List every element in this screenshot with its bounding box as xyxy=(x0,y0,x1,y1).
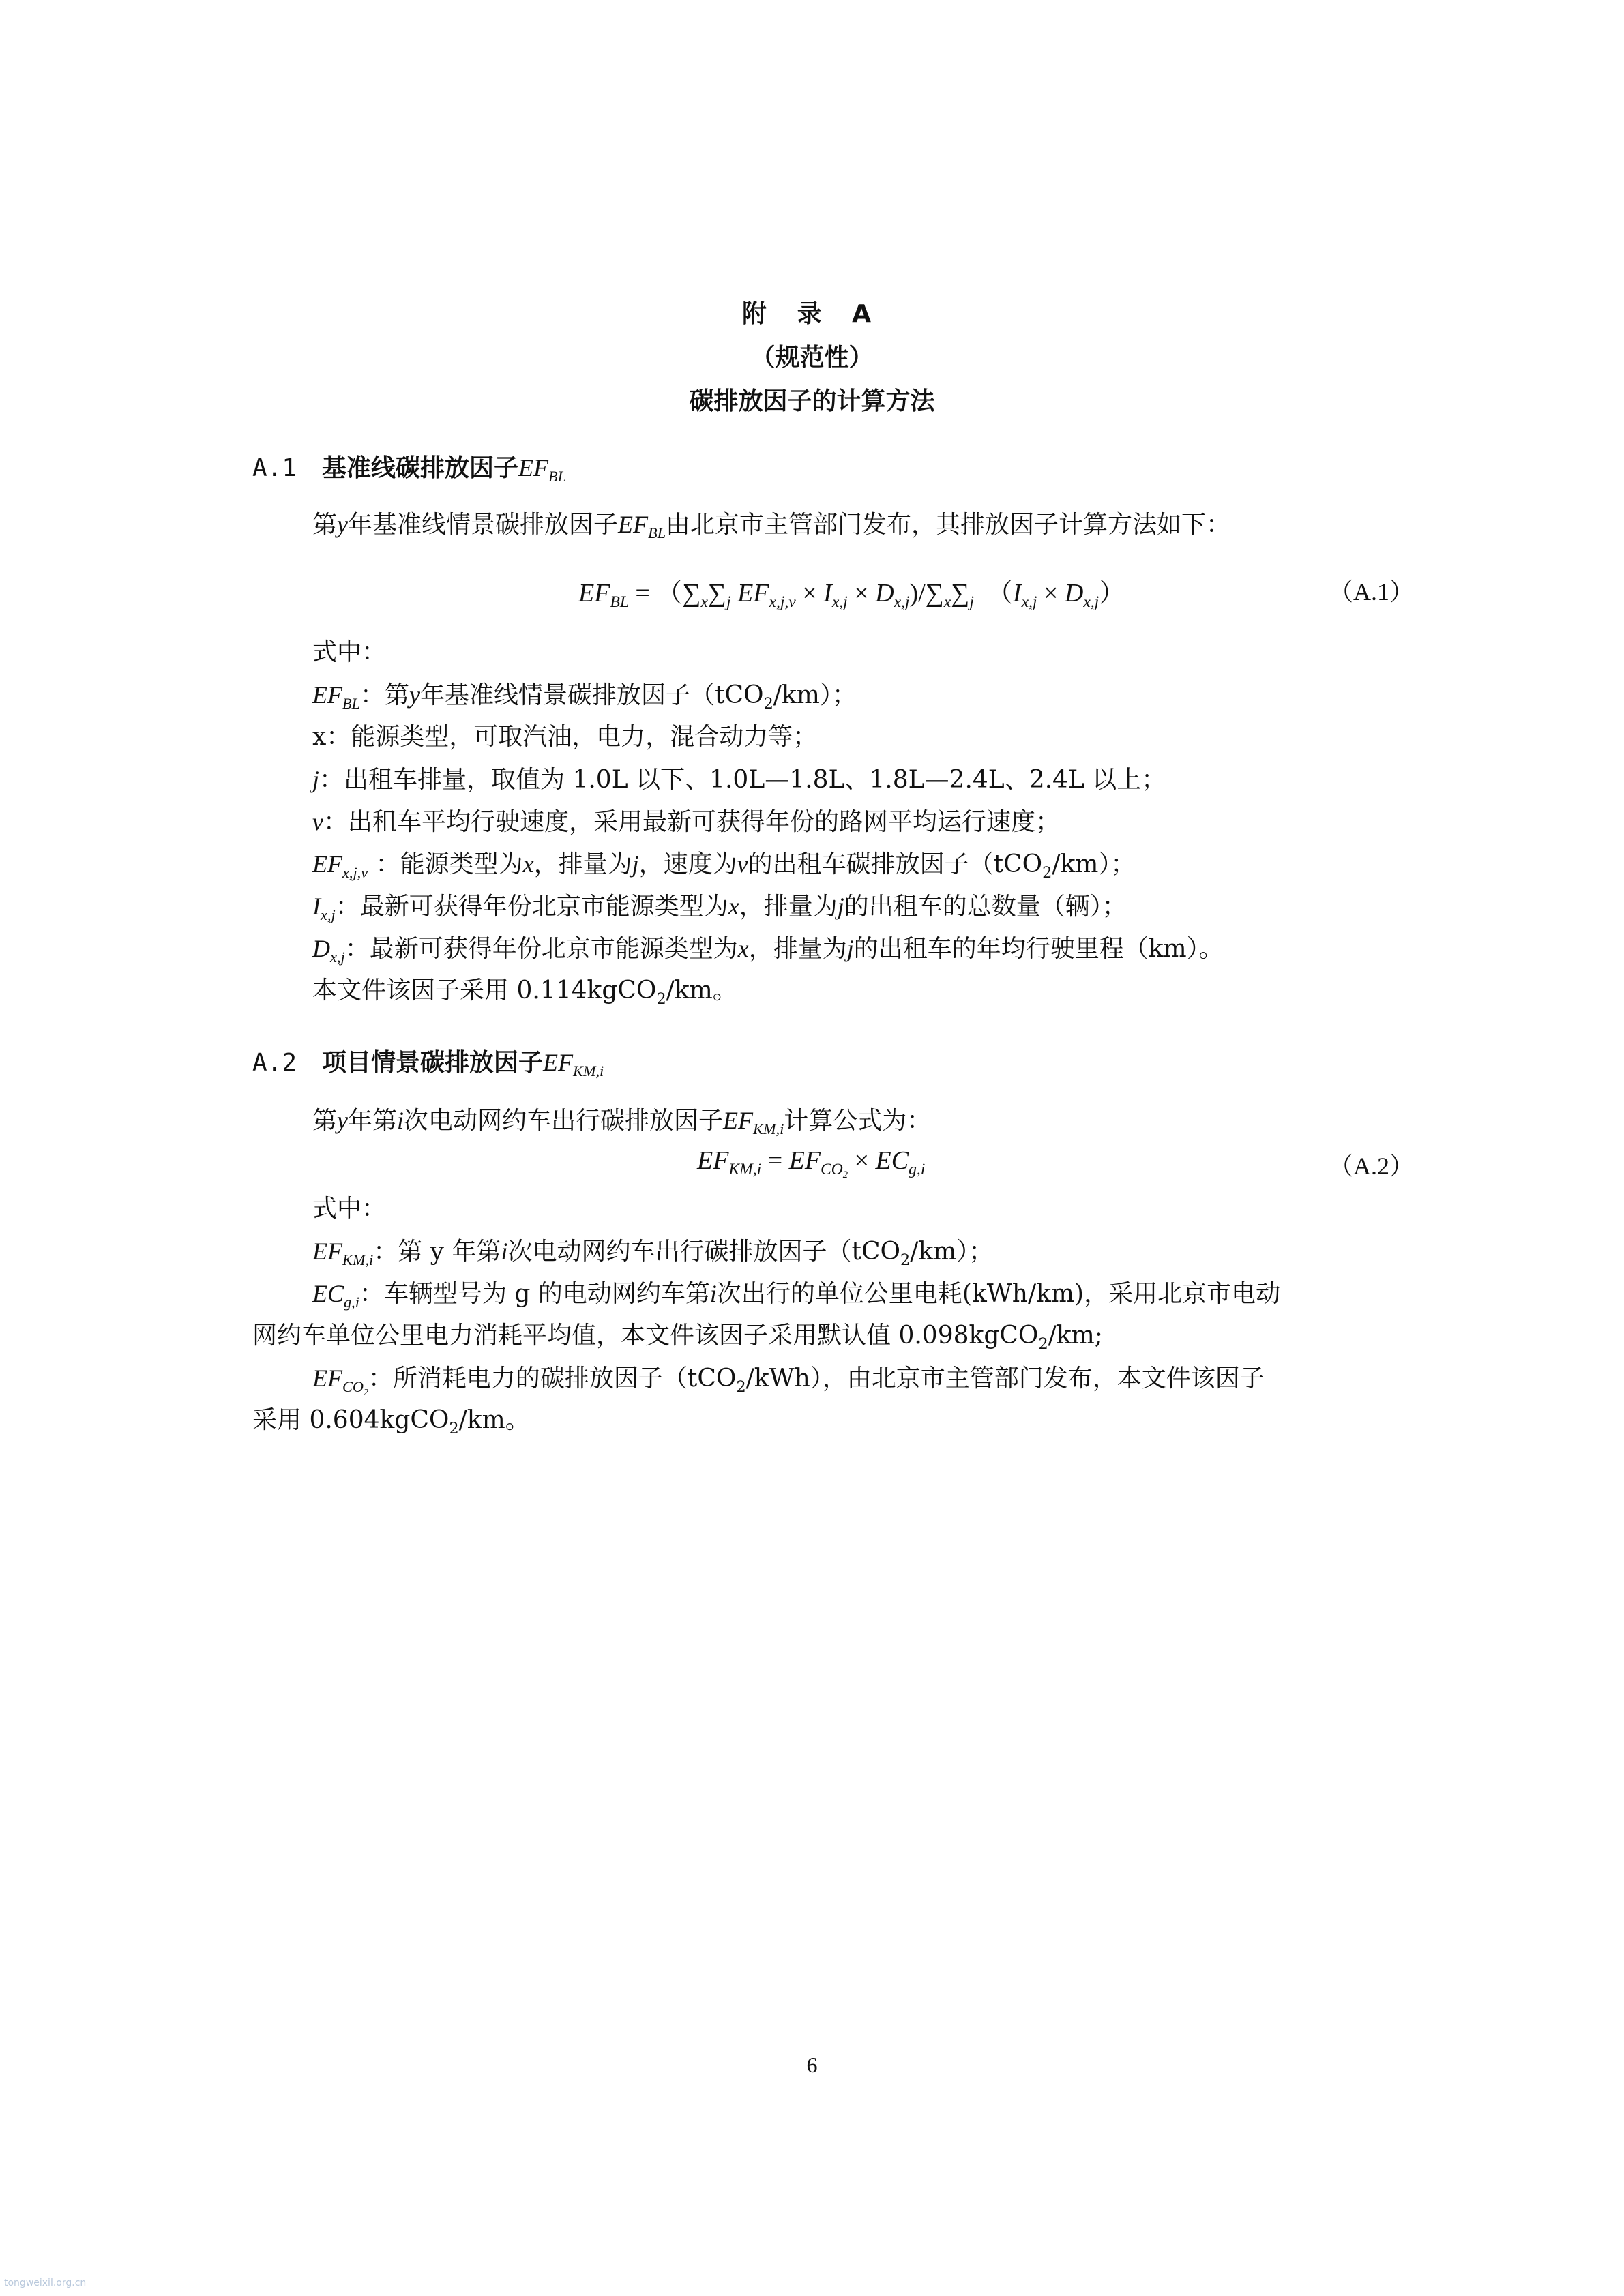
section-a2-symbol: $EF_{KM,i}$ xyxy=(543,1049,604,1079)
a2-def-ef-co2-line1: $EF_{CO_2}$：所消耗电力的碳排放因子（tCO$_2$/kWh），由北京市主管部门发布，本文件该因子 xyxy=(312,1365,1265,1397)
section-a2-number: A.2 xyxy=(252,1049,297,1077)
a1-def-ef-xjv: $EF_{x,j,v}$ ：能源类型为x，排量为j，速度为v的出租车碳排放因子（tCO$_2$/km）； xyxy=(312,850,1136,882)
equation-a1: $EF_{BL} = (\sum_x\sum_j$ $EF_{x,j,v} \times I_{x,j} \times D_{x,j})/\sum_x\sum_j$ $(I_{x,j} \times D_{x,j})$ xyxy=(578,579,1125,612)
section-a1-number: A.1 xyxy=(252,454,297,482)
a1-value: 本文件该因子采用 0.114kgCO$_2$/km。 xyxy=(312,976,737,1008)
a2-def-ec-line1: $EC_{g,i}$：车辆型号为 g 的电动网约车第i次出行的单位公里电耗(kWh/km)，采用北京市电动 xyxy=(312,1280,1281,1311)
a2-intro: 第y年第i次电动网约车出行碳排放因子$EF_{KM,i}$计算公式为： xyxy=(312,1107,932,1137)
a1-where: 式中： xyxy=(312,638,387,666)
watermark: tongweixil.org.cn xyxy=(4,2278,87,2288)
section-a2-title: 项目情景碳排放因子 xyxy=(322,1049,544,1077)
equation-a1-number: （A.1） xyxy=(1329,578,1414,606)
a1-intro: 第y年基准线情景碳排放因子$EF_{BL}$由北京市主管部门发布，其排放因子计算方法如下： xyxy=(312,511,1231,541)
a2-def-ef-co2-line2: 采用 0.604kgCO$_2$/km。 xyxy=(252,1406,530,1437)
a2-def-ec-line2: 网约车单位公里电力消耗平均值，本文件该因子采用默认值 0.098kgCO$_2$/km; xyxy=(252,1322,1103,1353)
a1-def-i: $I_{x,j}$：最新可获得年份北京市能源类型为x，排量为j的出租车的总数量（辆）； xyxy=(312,893,1127,923)
a1-def-ef-bl: $EF_{BL}$：第y年基准线情景碳排放因子（tCO$_2$/km）； xyxy=(312,681,857,713)
appendix-heading: 碳排放因子的计算方法 xyxy=(689,387,935,415)
a2-def-ef-km: $EF_{KM,i}$：第 y 年第i次电动网约车出行碳排放因子（tCO$_2$/km）； xyxy=(312,1238,994,1269)
a1-def-j: j：出租车排量，取值为 1.0L 以下、1.0L—1.8L、1.8L—2.4L、2.4L 以上； xyxy=(312,766,1166,794)
a1-def-d: $D_{x,j}$：最新可获得年份北京市能源类型为x，排量为j的出租车的年均行驶里程（km）。 xyxy=(312,935,1224,966)
section-a2-heading xyxy=(252,1043,604,1078)
section-a1-heading xyxy=(252,449,566,483)
equation-a2-number: （A.2） xyxy=(1329,1152,1414,1180)
a1-def-x: x：能源类型，可取汽油，电力，混合动力等； xyxy=(312,723,818,751)
section-a1-title: 基准线碳排放因子 xyxy=(322,454,519,482)
equation-a2: $EF_{KM,i} = EF_{CO_2} \times EC_{g,i}$ xyxy=(697,1146,926,1181)
page-number: 6 xyxy=(806,2053,818,2077)
appendix-title: 附 录 A xyxy=(742,300,882,328)
section-a1-symbol: $EF_{BL}$ xyxy=(518,454,567,485)
appendix-nature: （规范性） xyxy=(750,344,874,372)
a2-where: 式中： xyxy=(312,1195,387,1223)
a1-def-v: v：出租车平均行驶速度，采用最新可获得年份的路网平均运行速度； xyxy=(312,808,1060,836)
